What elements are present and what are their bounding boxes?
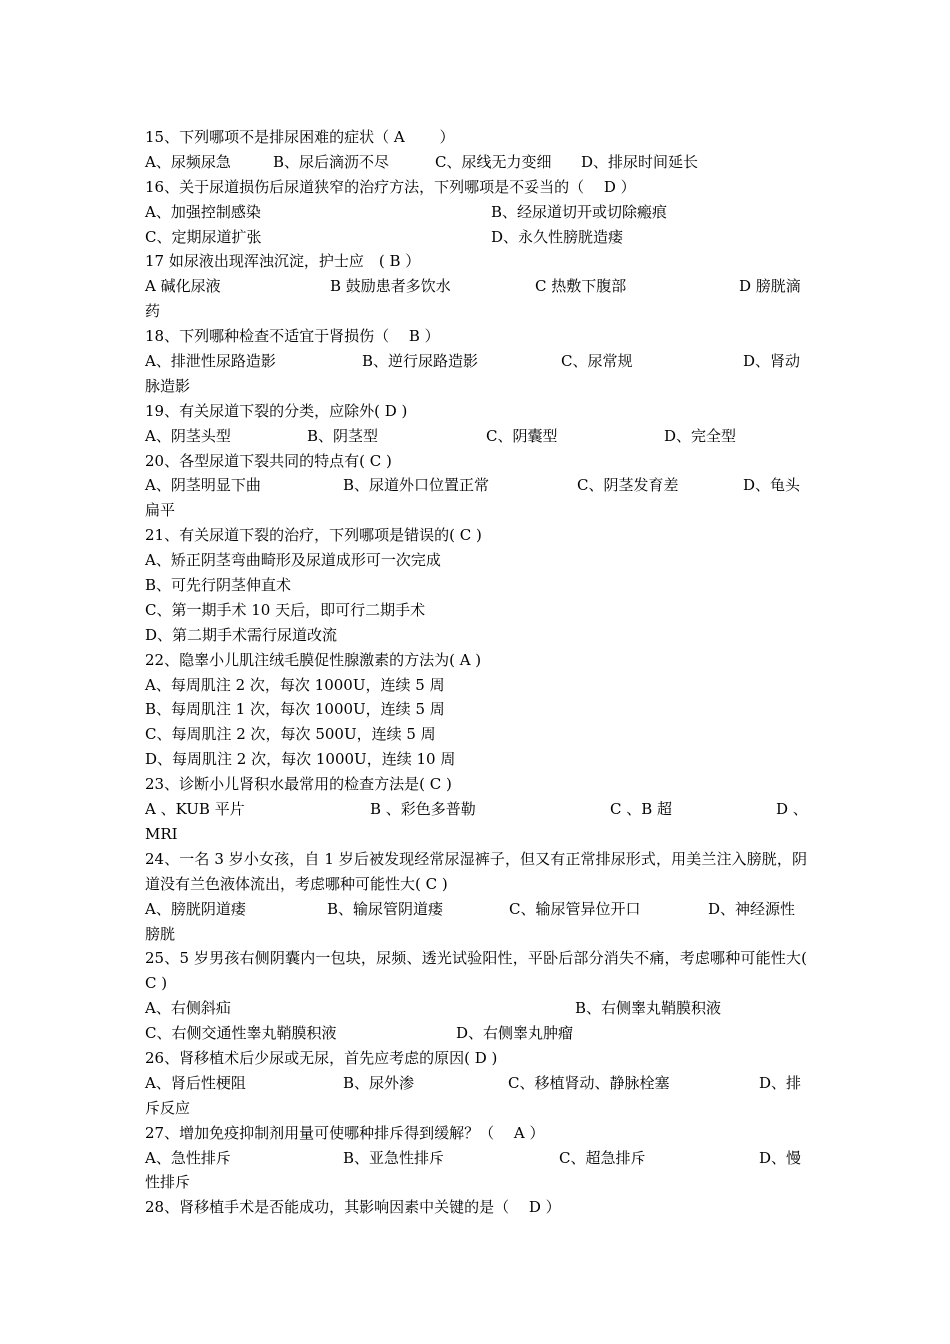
option-text: C、超急排斥 [559, 1148, 646, 1167]
option-text: D、慢 [759, 1148, 802, 1167]
option-text: A、阴茎头型 [145, 426, 231, 445]
options-row [145, 150, 807, 175]
question-paragraph: 25、5 岁男孩右侧阴囊内一包块，尿频、透光试验阳性，平卧后部分消失不痛，考虑哪种可能性大( C ) [145, 949, 807, 993]
option-text: A 碱化尿液 [145, 277, 221, 296]
option-text: C、定期尿道扩张 [145, 227, 262, 246]
question-list [145, 125, 807, 1220]
option-text: A、急性排斥 [145, 1148, 231, 1167]
text-line: C、第一期手术 10 天后，即可行二期手术 [145, 600, 426, 619]
options-row [145, 274, 807, 299]
options-row [145, 225, 807, 250]
option-text: D、右侧睾丸肿瘤 [456, 1024, 574, 1043]
option-text: D 膀胱滴 [739, 277, 801, 296]
text-line: 17 如尿液出现浑浊沉淀，护士应 ( B ） [145, 252, 421, 271]
text-line: 19、有关尿道下裂的分类，应除外( D ) [145, 401, 408, 420]
text-line: 26、肾移植术后少尿或无尿，首先应考虑的原因( D ) [145, 1049, 498, 1068]
text-line: 28、肾移植手术是否能成功，其影响因素中关键的是（ D ） [145, 1198, 561, 1217]
text-line: 27、增加免疫抑制剂用量可使哪种排斥得到缓解？（ A ） [145, 1123, 545, 1142]
text-line: 斥反应 [145, 1098, 191, 1117]
text-line: B、每周肌注 1 次，每次 1000U，连续 5 周 [145, 700, 445, 719]
option-text: C、尿线无力变细 [435, 152, 552, 171]
text-line: C、每周肌注 2 次，每次 500U，连续 5 周 [145, 725, 436, 744]
option-text: B、逆行尿路造影 [362, 352, 479, 371]
text-line: 18、下列哪种检查不适宜于肾损伤（ B ） [145, 327, 440, 346]
option-text: B、亚急性排斥 [343, 1148, 445, 1167]
option-text: A、加强控制感染 [145, 202, 261, 221]
text-line: 脉造影 [145, 376, 191, 395]
text-line: 23、诊断小儿肾积水最常用的检查方法是( C ) [145, 775, 452, 794]
option-text: D、永久性膀胱造瘘 [491, 227, 624, 246]
option-text: D、排尿时间延长 [581, 152, 699, 171]
options-row [145, 1021, 807, 1046]
option-text: D、龟头 [743, 476, 801, 495]
option-text: A、膀胱阴道瘘 [145, 899, 246, 918]
option-text: C 热敷下腹部 [535, 277, 627, 296]
option-text: C 、B 超 [610, 800, 673, 819]
option-text: B、阴茎型 [307, 426, 379, 445]
option-text: C、尿常规 [561, 352, 633, 371]
options-row [145, 1146, 807, 1171]
option-text: B、尿外渗 [343, 1073, 415, 1092]
text-line: B、可先行阴茎伸直术 [145, 576, 292, 595]
option-text: B、右侧睾丸鞘膜积液 [575, 999, 722, 1018]
option-text: C、阴茎发育差 [577, 476, 679, 495]
option-text: D、排 [759, 1073, 802, 1092]
option-text: B、经尿道切开或切除瘢痕 [491, 202, 668, 221]
options-row [145, 1071, 807, 1096]
option-text: D、神经源性 [708, 899, 796, 918]
text-line: MRI [145, 824, 178, 843]
options-row [145, 424, 807, 449]
text-line: A、每周肌注 2 次，每次 1000U，连续 5 周 [145, 675, 445, 694]
text-line: D、每周肌注 2 次，每次 1000U，连续 10 周 [145, 750, 456, 769]
option-text: B 鼓励患者多饮水 [330, 277, 451, 296]
options-row [145, 349, 807, 374]
options-row [145, 996, 807, 1021]
option-text: B、尿后滴沥不尽 [273, 152, 390, 171]
option-text: D、肾动 [743, 352, 801, 371]
option-text: A、肾后性梗阻 [145, 1073, 246, 1092]
text-line: 16、关于尿道损伤后尿道狭窄的治疗方法，下列哪项是不妥当的（ D ） [145, 177, 636, 196]
text-line: D、第二期手术需行尿道改流 [145, 625, 338, 644]
option-text: A、排泄性尿路造影 [145, 352, 276, 371]
text-line: 性排斥 [145, 1173, 191, 1192]
text-line: 20、各型尿道下裂共同的特点有( C ) [145, 451, 392, 470]
option-text: B、尿道外口位置正常 [343, 476, 490, 495]
options-row [145, 200, 807, 225]
question-paragraph: 24、一名 3 岁小女孩，自 1 岁后被发现经常尿湿裤子，但又有正常排尿形式，用美兰注入膀胱，阴道没有兰色液体流出，考虑哪种可能性大( C ) [145, 849, 807, 893]
option-text: A、尿频尿急 [145, 152, 231, 171]
option-text: C、输尿管异位开口 [509, 899, 641, 918]
text-line: 21、有关尿道下裂的治疗，下列哪项是错误的( C ) [145, 526, 482, 545]
option-text: D 、 [776, 800, 808, 819]
text-line: 膀胱 [145, 924, 176, 943]
option-text: C、右侧交通性睾丸鞘膜积液 [145, 1024, 337, 1043]
options-row [145, 473, 807, 498]
option-text: C、阴囊型 [486, 426, 558, 445]
options-row [145, 897, 807, 922]
text-line: 15、下列哪项不是排尿困难的症状（ A ） [145, 128, 455, 146]
option-text: C、移植肾动、静脉栓塞 [508, 1073, 670, 1092]
option-text: A、阴茎明显下曲 [145, 476, 261, 495]
option-text: D、完全型 [664, 426, 737, 445]
text-line: 药 [145, 302, 161, 321]
text-line: 22、隐睾小儿肌注绒毛膜促性腺激素的方法为( A ) [145, 650, 482, 669]
option-text: A、右侧斜疝 [145, 999, 231, 1018]
option-text: B、输尿管阴道瘘 [327, 899, 444, 918]
text-line: A、矫正阴茎弯曲畸形及尿道成形可一次完成 [145, 551, 441, 570]
option-text: A 、KUB 平片 [145, 800, 245, 819]
text-line: 扁平 [145, 501, 176, 520]
option-text: B 、彩色多普勒 [370, 800, 476, 819]
options-row [145, 797, 807, 822]
